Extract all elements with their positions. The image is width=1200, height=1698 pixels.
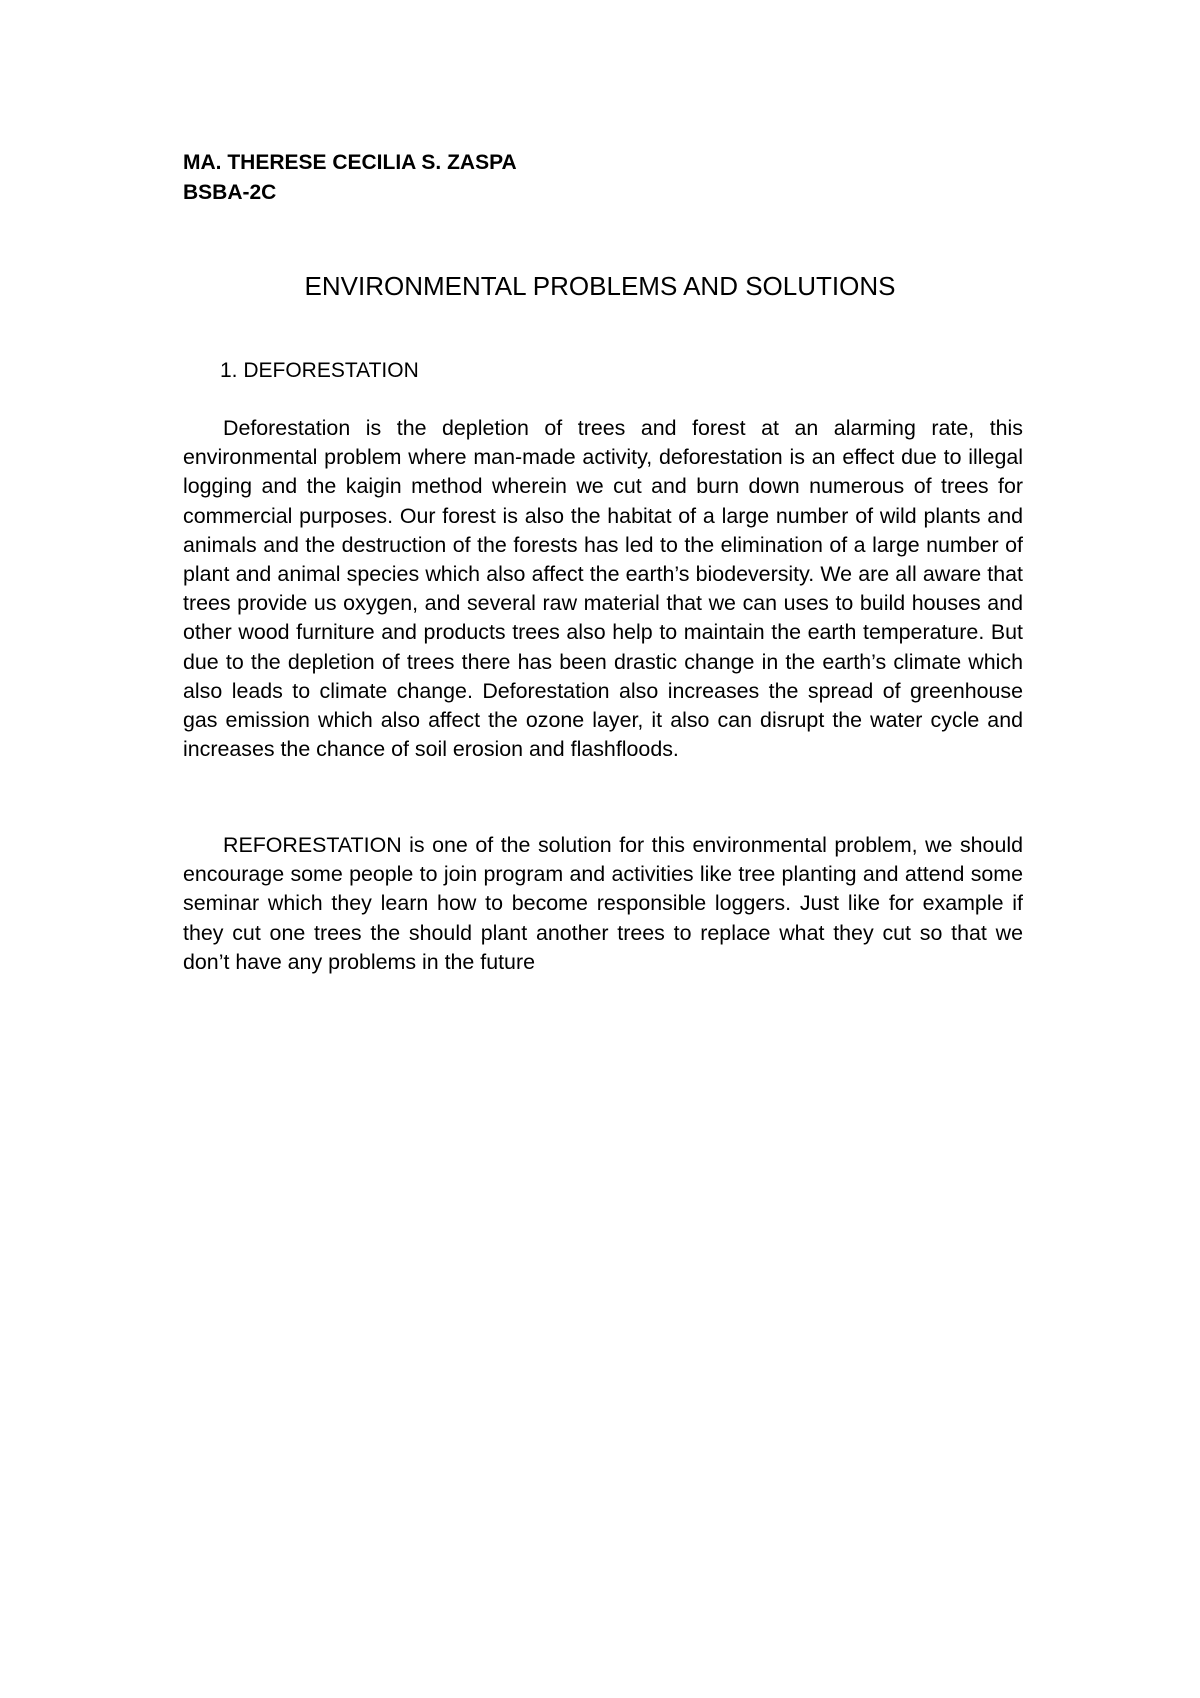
paragraph-reforestation: REFORESTATION is one of the solution for this environmental problem, we should encourage some people to join program and activities like tree planting and attend some seminar which they learn how to become responsible loggers. Just like for example if they cut one trees the should plant another trees to replace what they cut so that we don’t have any problems in the future [183,833,1023,974]
document-title: ENVIRONMENTAL PROBLEMS AND SOLUTIONS [304,271,896,301]
paragraph-deforestation: Deforestation is the depletion of trees and forest at an alarming rate, this environmental problem where man-made activity, deforestation is an effect due to illegal logging and the kaigin method wherein we cut and burn down numerous of trees for commercial purposes. Our forest is also the habitat of a large number of wild plants and animals and the destruction of the forests has led to the elimination of a large number of plant and animal species which also affect the earth’s biodeversity. We are all aware that trees provide us oxygen, and several raw material that we can uses to build houses and other wood furniture and products trees also help to maintain the earth temperature. But due to the depletion of trees there has been drastic change in the earth’s climate which also leads to climate change. Deforestation also increases the spread of greenhouse gas emission which also affect the ozone layer, it also can disrupt the water cycle and increases the chance of soil erosion and flashfloods. [183,416,1023,762]
author-section: BSBA-2C [183,181,277,204]
author-block [183,148,517,208]
section-heading: 1. DEFORESTATION [220,359,419,382]
author-name: MA. THERESE CECILIA S. ZASPA [183,151,517,174]
